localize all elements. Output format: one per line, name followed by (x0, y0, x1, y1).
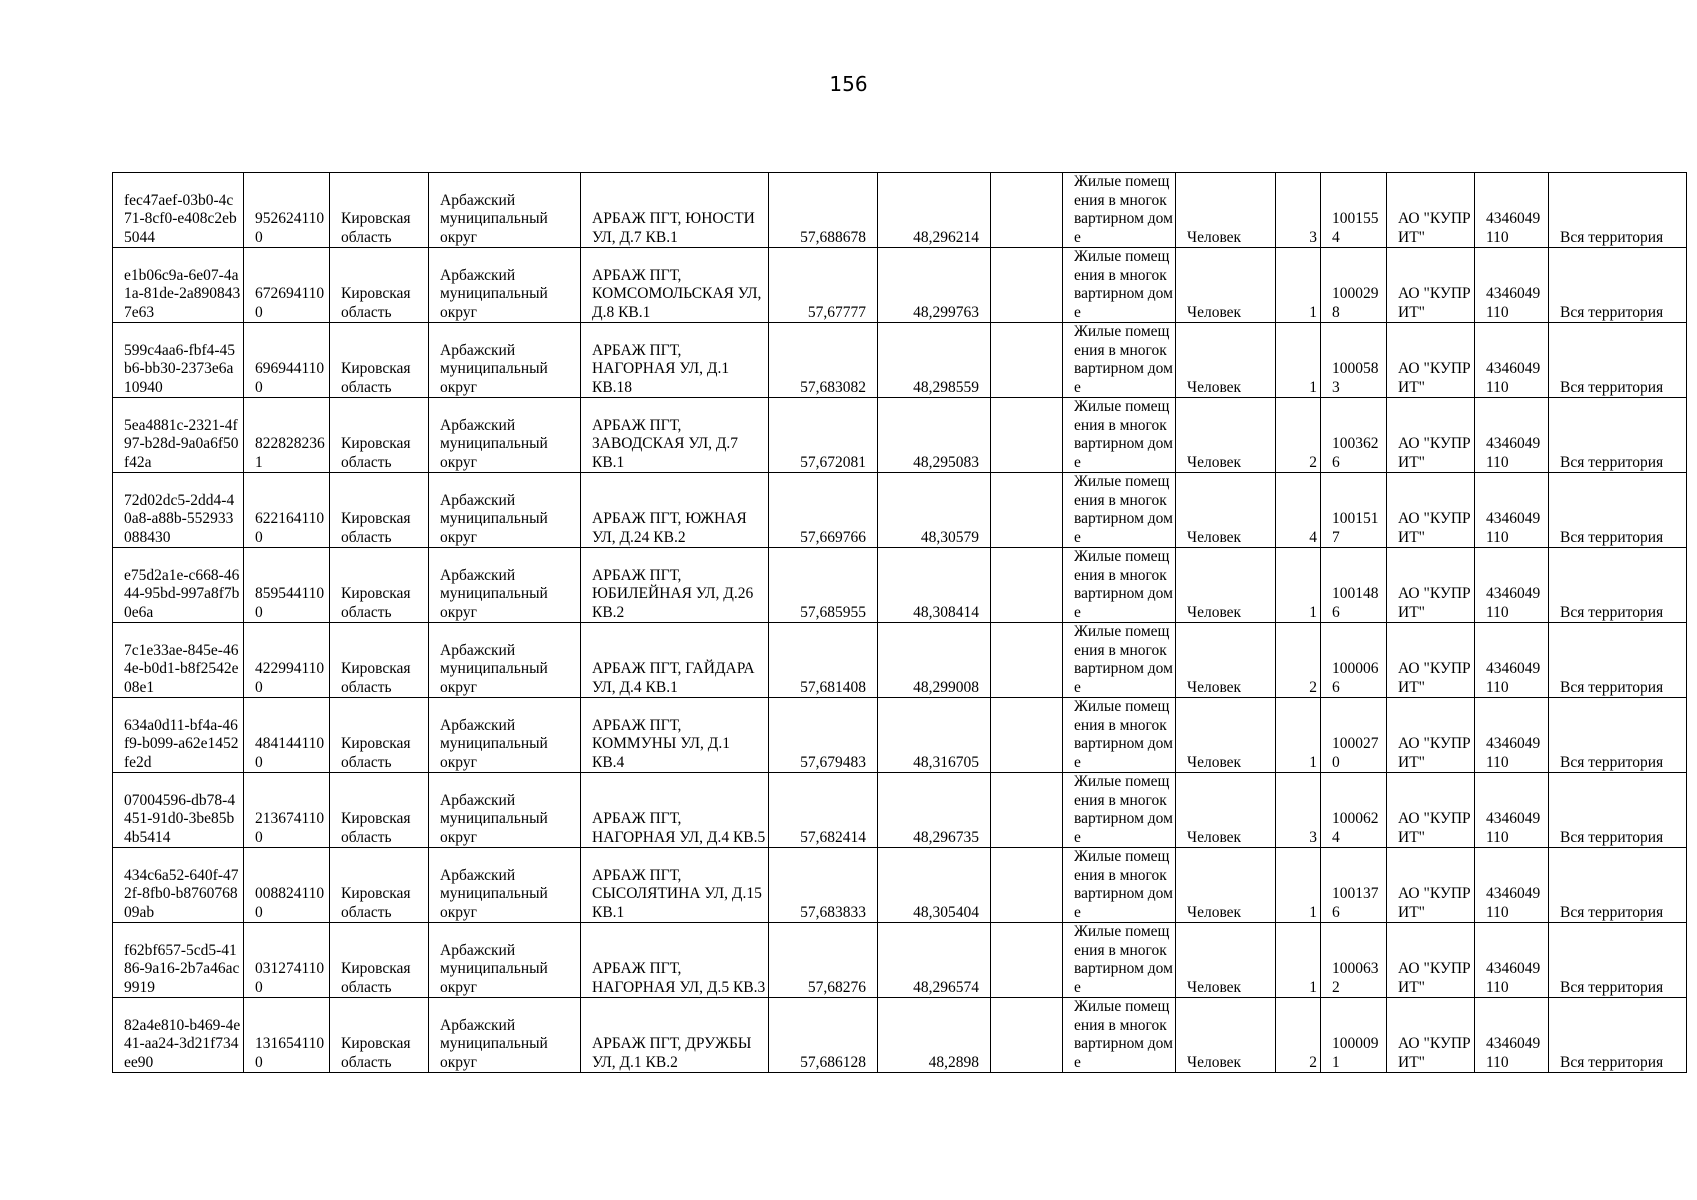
object-type-cell: Жилые помещения в многоквартирном доме (1063, 698, 1176, 773)
count-cell: 2 (1276, 998, 1321, 1073)
table-row (113, 473, 1687, 548)
district-cell: Арбажский муниципальный округ (429, 473, 581, 548)
uuid-cell: 434c6a52-640f-472f-8fb0-b876076809ab (113, 848, 244, 923)
code-cell: 0312741100 (244, 923, 330, 998)
address-cell: АРБАЖ ПГТ, ЮБИЛЕЙНАЯ УЛ, Д.26 КВ.2 (581, 548, 769, 623)
table-row (113, 173, 1687, 248)
district-cell: Арбажский муниципальный округ (429, 923, 581, 998)
latitude-cell: 57,679483 (769, 698, 878, 773)
region-cell: Кировская область (330, 173, 429, 248)
unit-cell: Человек (1176, 323, 1276, 398)
uuid-cell: e75d2a1e-c668-4644-95bd-997a8f7b0e6a (113, 548, 244, 623)
code2-cell: 1000270 (1321, 698, 1387, 773)
count-cell: 1 (1276, 698, 1321, 773)
address-cell: АРБАЖ ПГТ, КОММУНЫ УЛ, Д.1 КВ.4 (581, 698, 769, 773)
organization-cell: АО "КУПРИТ" (1387, 773, 1475, 848)
uuid-cell: 72d02dc5-2dd4-40a8-a88b-552933088430 (113, 473, 244, 548)
region-cell: Кировская область (330, 998, 429, 1073)
latitude-cell: 57,681408 (769, 623, 878, 698)
district-cell: Арбажский муниципальный округ (429, 323, 581, 398)
longitude-cell: 48,296214 (878, 173, 991, 248)
uuid-cell: 599c4aa6-fbf4-45b6-bb30-2373e6a10940 (113, 323, 244, 398)
district-cell: Арбажский муниципальный округ (429, 398, 581, 473)
organization-cell: АО "КУПРИТ" (1387, 473, 1475, 548)
region-cell: Кировская область (330, 398, 429, 473)
code2-cell: 1000066 (1321, 623, 1387, 698)
unit-cell: Человек (1176, 698, 1276, 773)
unit-cell: Человек (1176, 623, 1276, 698)
count-cell: 4 (1276, 473, 1321, 548)
uuid-cell: 634a0d11-bf4a-46f9-b099-a62e1452fe2d (113, 698, 244, 773)
code-cell: 6221641100 (244, 473, 330, 548)
table-row (113, 623, 1687, 698)
inn-cell: 4346049110 (1475, 323, 1549, 398)
table-row (113, 773, 1687, 848)
longitude-cell: 48,296574 (878, 923, 991, 998)
empty-cell (991, 398, 1063, 473)
unit-cell: Человек (1176, 173, 1276, 248)
address-cell: АРБАЖ ПГТ, ДРУЖБЫ УЛ, Д.1 КВ.2 (581, 998, 769, 1073)
object-type-cell: Жилые помещения в многоквартирном доме (1063, 998, 1176, 1073)
empty-cell (991, 698, 1063, 773)
district-cell: Арбажский муниципальный округ (429, 548, 581, 623)
empty-cell (991, 248, 1063, 323)
longitude-cell: 48,298559 (878, 323, 991, 398)
code2-cell: 1001517 (1321, 473, 1387, 548)
code2-cell: 1000632 (1321, 923, 1387, 998)
address-cell: АРБАЖ ПГТ, КОМСОМОЛЬСКАЯ УЛ, Д.8 КВ.1 (581, 248, 769, 323)
scope-cell: Вся территория (1549, 398, 1687, 473)
latitude-cell: 57,683082 (769, 323, 878, 398)
unit-cell: Человек (1176, 248, 1276, 323)
code-cell: 6969441100 (244, 323, 330, 398)
code-cell: 4229941100 (244, 623, 330, 698)
longitude-cell: 48,30579 (878, 473, 991, 548)
count-cell: 1 (1276, 323, 1321, 398)
inn-cell: 4346049110 (1475, 998, 1549, 1073)
code-cell: 2136741100 (244, 773, 330, 848)
scope-cell: Вся территория (1549, 848, 1687, 923)
empty-cell (991, 548, 1063, 623)
district-cell: Арбажский муниципальный округ (429, 248, 581, 323)
organization-cell: АО "КУПРИТ" (1387, 623, 1475, 698)
uuid-cell: f62bf657-5cd5-4186-9a16-2b7a46ac9919 (113, 923, 244, 998)
latitude-cell: 57,685955 (769, 548, 878, 623)
empty-cell (991, 473, 1063, 548)
longitude-cell: 48,308414 (878, 548, 991, 623)
district-cell: Арбажский муниципальный округ (429, 848, 581, 923)
code-cell: 0088241100 (244, 848, 330, 923)
address-cell: АРБАЖ ПГТ, ЮЖНАЯ УЛ, Д.24 КВ.2 (581, 473, 769, 548)
district-cell: Арбажский муниципальный округ (429, 698, 581, 773)
region-cell: Кировская область (330, 923, 429, 998)
inn-cell: 4346049110 (1475, 548, 1549, 623)
code-cell: 1316541100 (244, 998, 330, 1073)
scope-cell: Вся территория (1549, 473, 1687, 548)
unit-cell: Человек (1176, 773, 1276, 848)
code2-cell: 1001376 (1321, 848, 1387, 923)
scope-cell: Вся территория (1549, 698, 1687, 773)
latitude-cell: 57,67777 (769, 248, 878, 323)
uuid-cell: e1b06c9a-6e07-4a1a-81de-2a8908437e63 (113, 248, 244, 323)
address-cell: АРБАЖ ПГТ, НАГОРНАЯ УЛ, Д.1 КВ.18 (581, 323, 769, 398)
address-cell: АРБАЖ ПГТ, НАГОРНАЯ УЛ, Д.4 КВ.5 (581, 773, 769, 848)
region-cell: Кировская область (330, 848, 429, 923)
address-cell: АРБАЖ ПГТ, ЗАВОДСКАЯ УЛ, Д.7 КВ.1 (581, 398, 769, 473)
inn-cell: 4346049110 (1475, 398, 1549, 473)
organization-cell: АО "КУПРИТ" (1387, 848, 1475, 923)
empty-cell (991, 923, 1063, 998)
scope-cell: Вся территория (1549, 173, 1687, 248)
page-number: 156 (829, 72, 868, 96)
empty-cell (991, 773, 1063, 848)
object-type-cell: Жилые помещения в многоквартирном доме (1063, 623, 1176, 698)
object-type-cell: Жилые помещения в многоквартирном доме (1063, 398, 1176, 473)
inn-cell: 4346049110 (1475, 473, 1549, 548)
registry-table (112, 172, 1687, 1073)
longitude-cell: 48,305404 (878, 848, 991, 923)
scope-cell: Вся территория (1549, 548, 1687, 623)
organization-cell: АО "КУПРИТ" (1387, 173, 1475, 248)
unit-cell: Человек (1176, 398, 1276, 473)
scope-cell: Вся территория (1549, 923, 1687, 998)
latitude-cell: 57,68276 (769, 923, 878, 998)
unit-cell: Человек (1176, 848, 1276, 923)
longitude-cell: 48,299763 (878, 248, 991, 323)
count-cell: 3 (1276, 173, 1321, 248)
inn-cell: 4346049110 (1475, 173, 1549, 248)
code2-cell: 1001554 (1321, 173, 1387, 248)
region-cell: Кировская область (330, 698, 429, 773)
code2-cell: 1003626 (1321, 398, 1387, 473)
district-cell: Арбажский муниципальный округ (429, 773, 581, 848)
scope-cell: Вся территория (1549, 248, 1687, 323)
count-cell: 2 (1276, 623, 1321, 698)
table-row (113, 923, 1687, 998)
latitude-cell: 57,669766 (769, 473, 878, 548)
district-cell: Арбажский муниципальный округ (429, 998, 581, 1073)
count-cell: 1 (1276, 248, 1321, 323)
table-body (113, 173, 1687, 1073)
table-row (113, 698, 1687, 773)
table-row (113, 848, 1687, 923)
organization-cell: АО "КУПРИТ" (1387, 998, 1475, 1073)
uuid-cell: 7c1e33ae-845e-464e-b0d1-b8f2542e08e1 (113, 623, 244, 698)
uuid-cell: 07004596-db78-4451-91d0-3be85b4b5414 (113, 773, 244, 848)
district-cell: Арбажский муниципальный округ (429, 623, 581, 698)
address-cell: АРБАЖ ПГТ, ЮНОСТИ УЛ, Д.7 КВ.1 (581, 173, 769, 248)
count-cell: 1 (1276, 848, 1321, 923)
object-type-cell: Жилые помещения в многоквартирном доме (1063, 773, 1176, 848)
organization-cell: АО "КУПРИТ" (1387, 698, 1475, 773)
longitude-cell: 48,295083 (878, 398, 991, 473)
object-type-cell: Жилые помещения в многоквартирном доме (1063, 548, 1176, 623)
code-cell: 8595441100 (244, 548, 330, 623)
count-cell: 2 (1276, 398, 1321, 473)
scope-cell: Вся территория (1549, 773, 1687, 848)
district-cell: Арбажский муниципальный округ (429, 173, 581, 248)
object-type-cell: Жилые помещения в многоквартирном доме (1063, 173, 1176, 248)
region-cell: Кировская область (330, 548, 429, 623)
address-cell: АРБАЖ ПГТ, СЫСОЛЯТИНА УЛ, Д.15 КВ.1 (581, 848, 769, 923)
region-cell: Кировская область (330, 623, 429, 698)
region-cell: Кировская область (330, 248, 429, 323)
scope-cell: Вся территория (1549, 998, 1687, 1073)
longitude-cell: 48,2898 (878, 998, 991, 1073)
uuid-cell: 82a4e810-b469-4e41-aa24-3d21f734ee90 (113, 998, 244, 1073)
code2-cell: 1000091 (1321, 998, 1387, 1073)
inn-cell: 4346049110 (1475, 773, 1549, 848)
uuid-cell: 5ea4881c-2321-4f97-b28d-9a0a6f50f42a (113, 398, 244, 473)
code2-cell: 1000624 (1321, 773, 1387, 848)
latitude-cell: 57,672081 (769, 398, 878, 473)
code-cell: 8228282361 (244, 398, 330, 473)
unit-cell: Человек (1176, 998, 1276, 1073)
object-type-cell: Жилые помещения в многоквартирном доме (1063, 323, 1176, 398)
code-cell: 6726941100 (244, 248, 330, 323)
inn-cell: 4346049110 (1475, 623, 1549, 698)
longitude-cell: 48,296735 (878, 773, 991, 848)
inn-cell: 4346049110 (1475, 848, 1549, 923)
table-row (113, 248, 1687, 323)
object-type-cell: Жилые помещения в многоквартирном доме (1063, 473, 1176, 548)
region-cell: Кировская область (330, 323, 429, 398)
latitude-cell: 57,683833 (769, 848, 878, 923)
empty-cell (991, 998, 1063, 1073)
empty-cell (991, 623, 1063, 698)
table-row (113, 398, 1687, 473)
latitude-cell: 57,688678 (769, 173, 878, 248)
longitude-cell: 48,316705 (878, 698, 991, 773)
unit-cell: Человек (1176, 473, 1276, 548)
empty-cell (991, 323, 1063, 398)
organization-cell: АО "КУПРИТ" (1387, 548, 1475, 623)
inn-cell: 4346049110 (1475, 248, 1549, 323)
code-cell: 9526241100 (244, 173, 330, 248)
region-cell: Кировская область (330, 473, 429, 548)
code2-cell: 1000583 (1321, 323, 1387, 398)
table-row (113, 323, 1687, 398)
inn-cell: 4346049110 (1475, 923, 1549, 998)
count-cell: 1 (1276, 923, 1321, 998)
scope-cell: Вся территория (1549, 323, 1687, 398)
unit-cell: Человек (1176, 923, 1276, 998)
latitude-cell: 57,682414 (769, 773, 878, 848)
address-cell: АРБАЖ ПГТ, НАГОРНАЯ УЛ, Д.5 КВ.3 (581, 923, 769, 998)
organization-cell: АО "КУПРИТ" (1387, 923, 1475, 998)
count-cell: 1 (1276, 548, 1321, 623)
code-cell: 4841441100 (244, 698, 330, 773)
object-type-cell: Жилые помещения в многоквартирном доме (1063, 248, 1176, 323)
empty-cell (991, 848, 1063, 923)
uuid-cell: fec47aef-03b0-4c71-8cf0-e408c2eb5044 (113, 173, 244, 248)
table-row (113, 548, 1687, 623)
organization-cell: АО "КУПРИТ" (1387, 398, 1475, 473)
latitude-cell: 57,686128 (769, 998, 878, 1073)
object-type-cell: Жилые помещения в многоквартирном доме (1063, 848, 1176, 923)
code2-cell: 1000298 (1321, 248, 1387, 323)
table-row (113, 998, 1687, 1073)
region-cell: Кировская область (330, 773, 429, 848)
longitude-cell: 48,299008 (878, 623, 991, 698)
address-cell: АРБАЖ ПГТ, ГАЙДАРА УЛ, Д.4 КВ.1 (581, 623, 769, 698)
empty-cell (991, 173, 1063, 248)
scope-cell: Вся территория (1549, 623, 1687, 698)
object-type-cell: Жилые помещения в многоквартирном доме (1063, 923, 1176, 998)
code2-cell: 1001486 (1321, 548, 1387, 623)
unit-cell: Человек (1176, 548, 1276, 623)
count-cell: 3 (1276, 773, 1321, 848)
inn-cell: 4346049110 (1475, 698, 1549, 773)
organization-cell: АО "КУПРИТ" (1387, 248, 1475, 323)
organization-cell: АО "КУПРИТ" (1387, 323, 1475, 398)
